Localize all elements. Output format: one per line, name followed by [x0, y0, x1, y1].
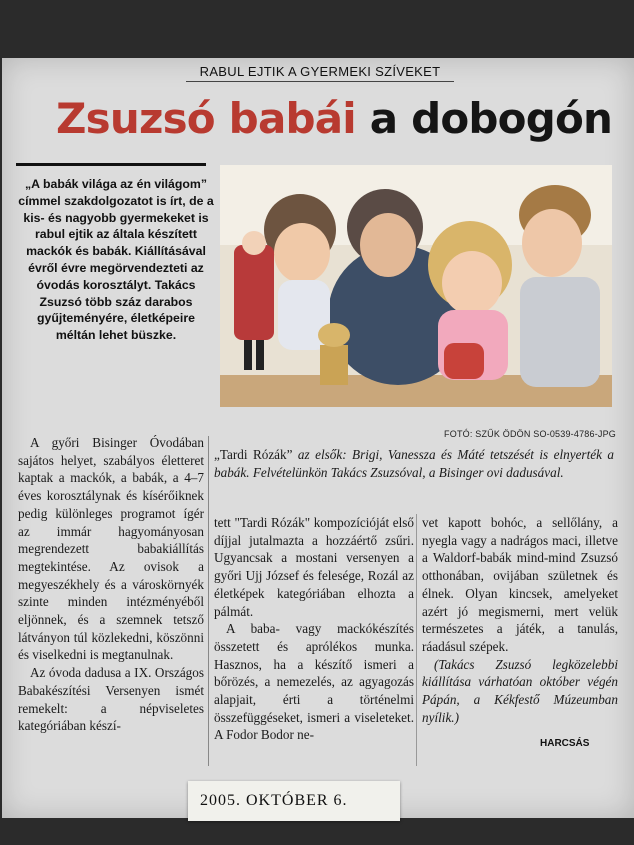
photo: [220, 165, 612, 407]
kicker: RABUL EJTIK A GYERMEKI SZÍVEKET: [186, 64, 454, 82]
caption-quote: „Tardi Rózák”: [214, 447, 293, 462]
publication-date: 2005. OKTÓBER 6.: [200, 792, 348, 809]
column-divider: [416, 514, 417, 766]
article-column-1: [18, 434, 204, 735]
lead-paragraph: „A babák világa az én világom” címmel szakdolgozatot is írt, de a kis- és nagyobb gyermekeket is rabul ejtik az általa készített mackók és babák. Kiállításával évről évre megörvendezteti az óvodás korosztályt. Takács Zsuzsó több száz darabos gyűjteményére, életképeire méltán lehet büszke.: [18, 177, 214, 343]
caption-text: az elsők: Brigi, Vanessza és Máté tetszését is elnyerték a babák. Felvételünkön Takács Zsuzsóval, a Bisinger ovi dadusával.: [214, 447, 614, 480]
column-divider: [208, 436, 209, 766]
headline: [56, 94, 616, 143]
author-signature: HARCSÁS: [540, 738, 590, 749]
paragraph: tett "Tardi Rózák" kompozícióját első díjjal jutalmazta a hozzáértő zsűri. Ugyancsak a mostani versenyen a győri Ujj József és felesége, Rozál az életképek kategóriában elhozta a pálmát.: [214, 515, 414, 619]
closing-note: (Takács Zsuzsó legközelebbi kiállítása várhatóan október végén Pápán, a Kékfestő Múzeumban nyílik.): [422, 656, 618, 725]
lead-rule: [16, 163, 206, 166]
paragraph: A győri Bisinger Óvodában sajátos helyet, szabályos életteret kaptak a mackók, a babák, a 4–7 éves korosztálynak és kísérőiknek pedig különleges programot ígér az immár hagyományosan megrendezett babakiállítás megtekintése. Az ovisok a megyeszékhely és a városkörnyék szinte minden intézményéből eljönnek, és a szemnek tetsző látványon túl közlekedni, köszönni és viselkedni is megtanulnak.: [18, 435, 204, 663]
article-column-2: [214, 514, 414, 744]
headline-part-2: a dobogón: [369, 94, 613, 143]
photo-illustration: [220, 165, 612, 407]
paragraph: vet kapott bohóc, a sellőlány, a nyegla vagy a nadrágos maci, illetve a Waldorf-babák mind-mind Zsuzsó otthonában, ovijában születnek és élnek. Olyan kincsek, amelyeket azért jó megismerni, mert velük természetes a játék, a tanulás, ráadásul szépek.: [422, 515, 618, 654]
article-column-3: [422, 514, 618, 726]
photo-credit: FOTÓ: SZŰK ÖDÖN SO-0539-4786-JPG: [444, 429, 616, 439]
paragraph: A baba- vagy mackókészítés összetett és aprólékos munka. Hasznos, ha a készítő ismeri a bőrözés, a nemezelés, az agyagozás alapjait, érti a történelmi összefüggéseket, ismeri a viseleteket. A Fodor Bodor ne-: [214, 621, 414, 743]
photo-caption: [214, 446, 614, 481]
headline-part-1: Zsuzsó babái: [56, 94, 356, 143]
paragraph: Az óvoda dadusa a IX. Országos Babakészítési Versenyen ismét remekelt: a népviseletes kategóriában készí-: [18, 665, 204, 734]
